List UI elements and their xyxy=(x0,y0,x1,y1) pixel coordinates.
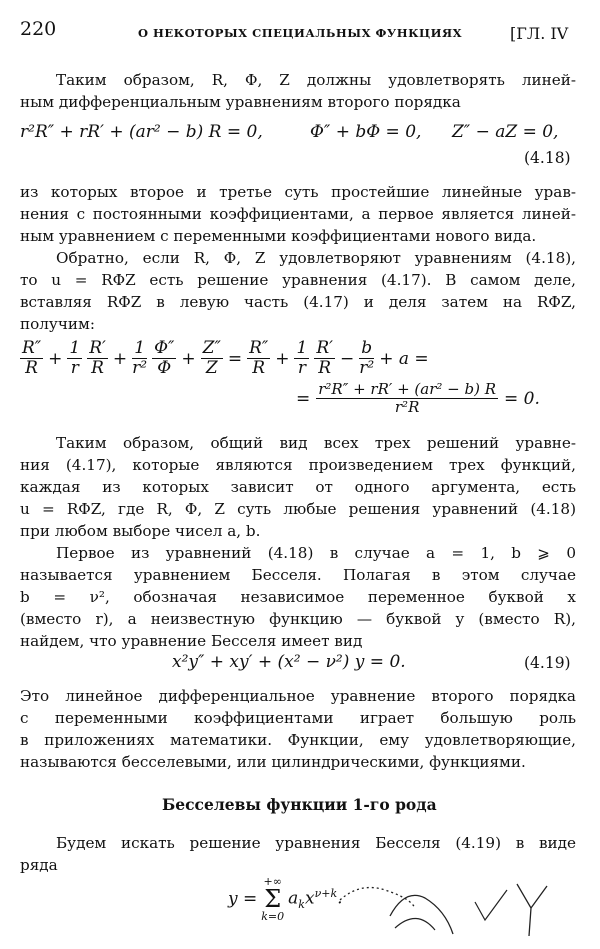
substitution-equation-line1: $\frac{R''}{R}$ + $\frac{1}{r}$ $\frac{R'}{R}$ + $\frac{1}{\text{r²}}$ $\frac{\Phi''}{\Phi}$ + $\frac{Z''}{Z}$ = $\frac{R''}{R}$ + $\frac{1}{r}$ $\frac{R'}{R}$ − $\frac{b}{\text{r²}}$ + a = xyxy=(22,338,429,378)
handwritten-scribble xyxy=(335,868,565,938)
equation-4-18-part2: Φ″ + bΦ = 0, xyxy=(310,122,422,142)
text-line: то u = RΦZ есть решение уравнения (4.17). В самом деле, xyxy=(20,271,576,289)
text-line: Первое из уравнений (4.18) в случае a = 1, b ⩾ 0 xyxy=(56,544,576,562)
text-line: ния (4.17), которые являются произведением трех функций, xyxy=(20,456,576,474)
text-line: нения с постоянными коэффициентами, а первое является линей- xyxy=(20,205,576,223)
text-line: с переменными коэффициентами играет большую роль xyxy=(20,709,576,727)
text-line: Таким образом, R, Φ, Z должны удовлетворять линей- xyxy=(56,71,576,89)
section-heading: Бесселевы функции 1-го рода xyxy=(162,795,437,814)
equation-4-18-part1: r²R″ + rR′ + (ar² − b) R = 0, xyxy=(20,122,263,142)
text-line: Обратно, если R, Φ, Z удовлетворяют уравнениям (4.18), xyxy=(56,249,576,267)
text-line: u = RΦZ, где R, Φ, Z суть любые решения уравнений (4.18) xyxy=(20,500,576,518)
text-line: в приложениях математики. Функции, ему удовлетворяющие, xyxy=(20,731,576,749)
text-line: из которых второе и третье суть простейшие линейные урав- xyxy=(20,183,576,201)
series-formula: y = +∞ Σ k=0 $a_kx^{\nu+k}$. xyxy=(228,875,343,923)
equation-4-18-part3: Z″ − aZ = 0, xyxy=(452,122,559,142)
equation-number: (4.19) xyxy=(524,654,571,672)
text-line: найдем, что уравнение Бесселя имеет вид xyxy=(20,632,363,650)
text-line: получим: xyxy=(20,315,95,333)
text-line: ряда xyxy=(20,856,58,874)
text-line: каждая из которых зависит от одного аргумента, есть xyxy=(20,478,576,496)
text-line: b = ν², обозначая независимое переменное буквой x xyxy=(20,588,576,606)
text-line: Это линейное дифференциальное уравнение второго порядка xyxy=(20,687,576,705)
text-line: ным уравнением с переменными коэффициентами нового вида. xyxy=(20,227,537,245)
text-line: Таким образом, общий вид всех трех решений уравне- xyxy=(56,434,576,452)
text-line: называется уравнением Бесселя. Полагая в этом случае xyxy=(20,566,576,584)
text-line: ным дифференциальным уравнениям второго порядка xyxy=(20,93,461,111)
page-number: 220 xyxy=(20,18,57,40)
text-line: называются бесселевыми, или цилиндрическими, функциями. xyxy=(20,753,526,771)
text-line: при любом выборе чисел a, b. xyxy=(20,522,261,540)
running-title: О НЕКОТОРЫХ СПЕЦИАЛЬНЫХ ФУНКЦИЯХ xyxy=(138,26,463,40)
text-line: (вместо r), а неизвестную функцию — буквой y (вместо R), xyxy=(20,610,576,628)
text-line: Будем искать решение уравнения Бесселя (4.19) в виде xyxy=(56,834,576,852)
substitution-equation-line2: = $\frac{\text{r²R″ + rR′ + (ar² − b) R}}{\text{r²R}}$ = 0. xyxy=(296,380,540,416)
chapter-label: [ГЛ. IV xyxy=(510,24,569,43)
equation-number: (4.18) xyxy=(524,149,571,167)
text-line: вставляя RΦZ в левую часть (4.17) и деля затем на RΦZ, xyxy=(20,293,576,311)
equation-4-19: x²y″ + xy′ + (x² − ν²) y = 0. xyxy=(172,652,406,672)
